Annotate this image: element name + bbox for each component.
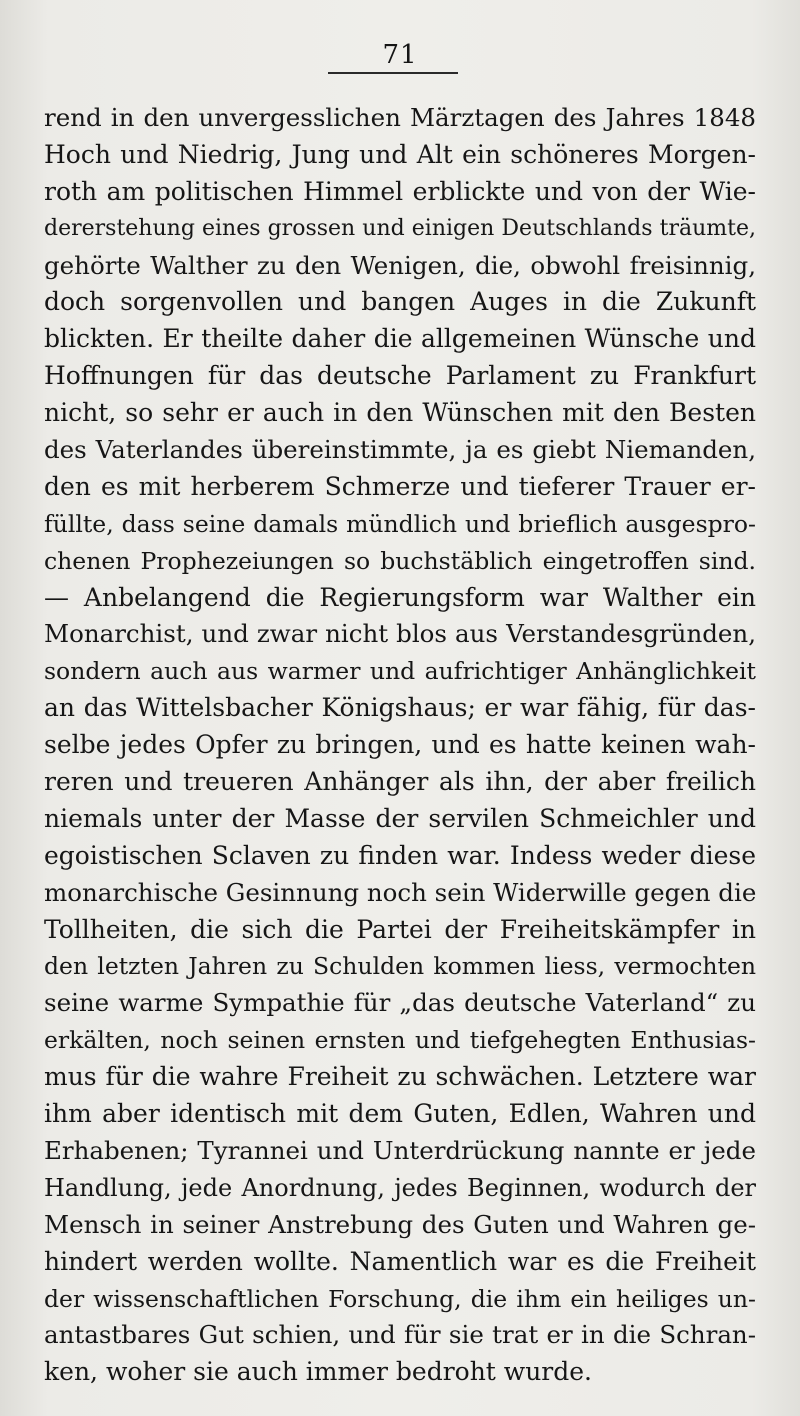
text-line: mus für die wahre Freiheit zu schwächen. Letztere war [44, 1062, 756, 1092]
text-line: hindert werden wollte. Namentlich war es die Freiheit [44, 1246, 756, 1276]
text-line: sondern auch aus warmer und aufrichtiger Anhänglichkeit [44, 657, 756, 686]
text-line: Hoch und Niedrig, Jung und Alt ein schöneres Morgen- [44, 139, 756, 169]
page-number: 71 [382, 40, 418, 70]
header-rule [328, 72, 458, 74]
text-line: gehörte Walther zu den Wenigen, die, obwohl freisinnig, [44, 250, 756, 280]
text-line: — Anbelangend die Regierungsform war Walther ein [44, 582, 756, 612]
text-line: ihm aber identisch mit dem Guten, Edlen, Wahren und [44, 1099, 756, 1129]
text-line: egoistischen Sclaven zu finden war. Indess weder diese [44, 840, 756, 870]
text-line: füllte, dass seine damals mündlich und brieflich ausgespro- [44, 509, 756, 538]
text-line: reren und treueren Anhänger als ihn, der aber freilich [44, 767, 756, 797]
text-line: dererstehung eines grossen und einigen Deutschlands träumte, [44, 215, 756, 241]
text-line: den letzten Jahren zu Schulden kommen liess, vermochten [44, 952, 756, 981]
text-line: Hoffnungen für das deutsche Parlament zu Frankfurt [44, 361, 756, 391]
text-line: Tollheiten, die sich die Partei der Freiheitskämpfer in [44, 914, 756, 944]
text-line: roth am politischen Himmel erblickte und von der Wie- [44, 176, 756, 206]
text-line: Erhabenen; Tyrannei und Unterdrückung nannte er jede [44, 1135, 756, 1165]
text-line: monarchische Gesinnung noch sein Widerwille gegen die [44, 877, 756, 907]
text-line: des Vaterlandes übereinstimmte, ja es giebt Niemanden, [44, 435, 756, 465]
text-line: seine warme Sympathie für „das deutsche Vaterland“ zu [44, 988, 756, 1018]
text-line: Mensch in seiner Anstrebung des Guten und Wahren ge- [44, 1209, 756, 1239]
body-text [44, 100, 756, 1391]
text-line: rend in den unvergesslichen Märztagen des Jahres 1848 [44, 103, 756, 132]
text-line: nicht, so sehr er auch in den Wünschen mit den Besten [44, 398, 756, 428]
text-line: doch sorgenvollen und bangen Auges in die Zukunft [44, 287, 756, 317]
text-line: Handlung, jede Anordnung, jedes Beginnen, wodurch der [44, 1173, 756, 1202]
text-line: an das Wittelsbacher Königshaus; er war fähig, für das- [44, 693, 756, 723]
text-line: niemals unter der Masse der servilen Schmeichler und [44, 803, 756, 833]
text-line: blickten. Er theilte daher die allgemeinen Wünsche und [44, 324, 756, 354]
text-line: Monarchist, und zwar nicht blos aus Verstandesgründen, [44, 619, 756, 649]
text-line: antastbares Gut schien, und für sie trat er in die Schran- [44, 1320, 756, 1350]
text-line: chenen Prophezeiungen so buchstäblich eingetroffen sind. [44, 546, 756, 575]
text-line-last: ken, woher sie auch immer bedroht wurde. [44, 1357, 592, 1387]
text-line: den es mit herberem Schmerze und tieferer Trauer er- [44, 471, 756, 501]
text-line: der wissenschaftlichen Forschung, die ihm ein heiliges un- [44, 1284, 756, 1313]
text-line: erkälten, noch seinen ernsten und tiefgehegten Enthusias- [44, 1026, 756, 1055]
text-line: selbe jedes Opfer zu bringen, und es hatte keinen wah- [44, 730, 756, 760]
